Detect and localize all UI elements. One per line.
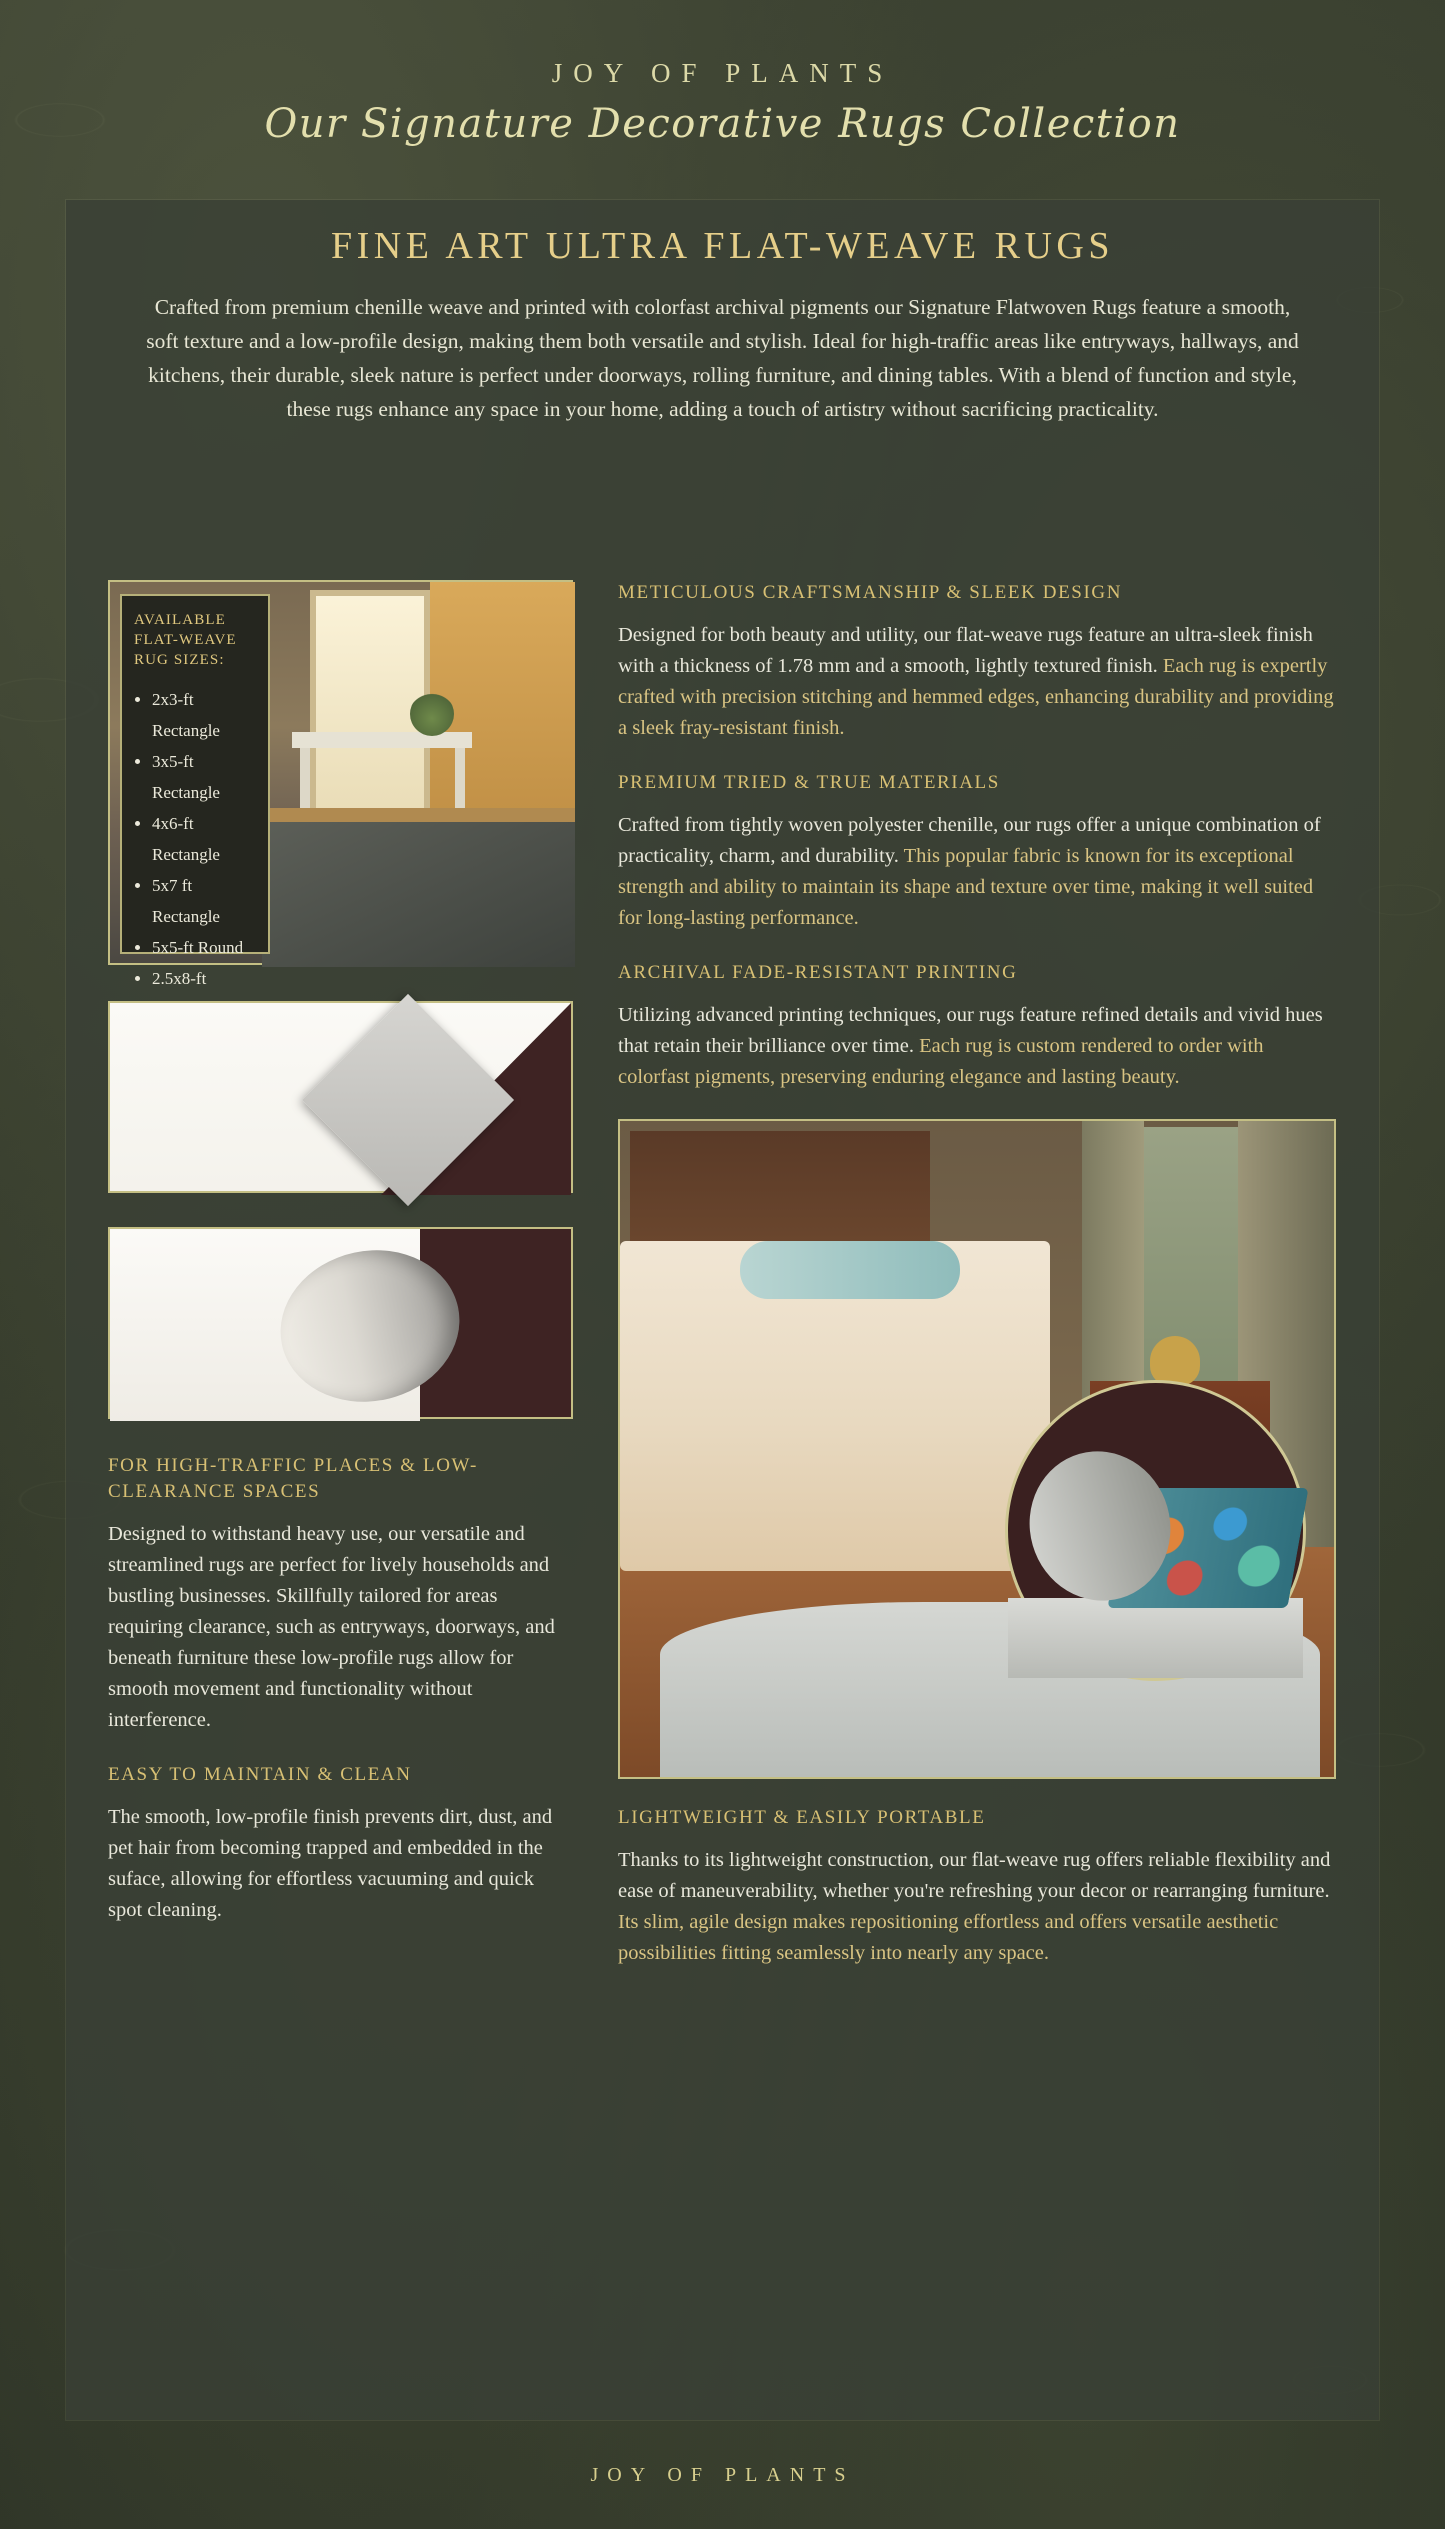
list-item: • 5x5-ft Round — [152, 932, 256, 963]
list-item: • 3x5-ft Rectangle — [152, 746, 256, 808]
section-craftsmanship — [618, 580, 1336, 744]
photo-plant — [410, 692, 454, 736]
body-text-plain: Thanks to its lightweight construction, our flat-weave rug offers reliable flexibility and ease of maneuverability, whether you're refreshing your decor or rearranging furniture. — [618, 1849, 1331, 1902]
collection-tagline: Our Signature Decorative Rugs Collection — [264, 101, 1181, 147]
section-printing — [618, 960, 1336, 1093]
rug-corner-detail-photo — [108, 1001, 573, 1193]
list-item: • 5x7 ft Rectangle — [152, 870, 256, 932]
photo-console-table — [292, 732, 472, 748]
section-body-portable — [618, 1845, 1336, 1969]
photo-runner-rug — [262, 822, 575, 967]
list-item: • 4x6-ft Rectangle — [152, 808, 256, 870]
brand-name: JOY OF PLANTS — [551, 58, 894, 88]
body-text-accent: Its slim, agile design makes repositioning effortless and offers versatile aesthetic possibilities fitting seamlessly into nearly any space. — [618, 1911, 1279, 1964]
intro-paragraph: Crafted from premium chenille weave and printed with colorfast archival pigments our Signature Flatwoven Rugs feature a smooth, soft texture and a low-profile design, making them both versatile and stylish. Ideal for high-traffic areas like entryways, hallways, and kitchens, their durable, sleek nature is perfect under doorways, rolling furniture, and dining tables. With a blend of function and style, these rugs enhance any space in your home, adding a touch of artistry without sacrificing practicality. — [146, 295, 1299, 421]
section-portable — [618, 1805, 1336, 1969]
inset-rug-pad — [1008, 1598, 1303, 1678]
photo-lamp — [1150, 1336, 1200, 1386]
available-sizes-card — [120, 594, 270, 988]
body-text-plain: Crafted from tightly woven polyester chenille, our rugs offer a unique combination of practicality, charm, and durability. — [618, 814, 1321, 867]
body-text-accent: This popular fabric is known for its exceptional strength and ability to maintain its shape and texture over time, making it well suited for long-lasting performance. — [618, 845, 1314, 929]
section-heading-maintain: EASY TO MAINTAIN & CLEAN — [108, 1764, 412, 1785]
photo-circular-inset-detail — [1005, 1380, 1306, 1681]
section-body-printing — [618, 1000, 1336, 1093]
left-column — [108, 580, 573, 1952]
section-body-craftsmanship — [618, 620, 1336, 744]
section-body-materials — [618, 810, 1336, 934]
masthead — [0, 58, 1445, 147]
section-heading-printing: ARCHIVAL FADE-RESISTANT PRINTING — [618, 962, 1018, 983]
right-column — [618, 580, 1336, 1995]
section-body-maintain: The smooth, low-profile finish prevents dirt, dust, and pet hair from becoming trapped and embedded in the suface, allowing for effortless vacuuming and quick spot cleaning. — [108, 1806, 553, 1921]
section-heading-portable: LIGHTWEIGHT & EASILY PORTABLE — [618, 1807, 986, 1828]
entryway-rug-photo — [108, 580, 573, 988]
footer-brand: JOY OF PLANTS — [590, 2464, 855, 2486]
left-lower-text — [108, 1453, 573, 1926]
section-heading-materials: PREMIUM TRIED & TRUE MATERIALS — [618, 772, 1000, 793]
page-title: FINE ART ULTRA FLAT-WEAVE RUGS — [330, 225, 1115, 267]
section-heading-craftsmanship: METICULOUS CRAFTSMANSHIP & SLEEK DESIGN — [618, 582, 1123, 603]
body-text-accent: Each rug is custom rendered to order with colorfast pigments, preserving enduring elegance and lasting beauty. — [618, 1035, 1264, 1088]
section-heading-high-traffic: FOR HIGH-TRAFFIC PLACES & LOW-CLEARANCE SPACES — [108, 1455, 478, 1502]
body-text-plain: Designed for both beauty and utility, our flat-weave rugs feature an ultra-sleek finish with a thickness of 1.78 mm and a smooth, lightly textured finish. — [618, 624, 1313, 677]
section-materials — [618, 770, 1336, 934]
bedroom-rug-photo — [618, 1119, 1336, 1779]
available-sizes-title: AVAILABLE FLAT-WEAVE RUG SIZES: — [134, 612, 237, 668]
rug-rolled-detail-photo — [108, 1227, 573, 1419]
available-sizes-list — [134, 684, 256, 1025]
body-text-plain: Utilizing advanced printing techniques, our rugs feature refined details and vivid hues that retain their brilliance over time. — [618, 1004, 1323, 1057]
section-body-high-traffic: Designed to withstand heavy use, our versatile and streamlined rugs are perfect for lively households and bustling businesses. Skillfully tailored for areas requiring clearance, such as entryways, doorways, and beneath furniture these low-profile rugs allow for smooth movement and functionality without interference. — [108, 1523, 555, 1731]
body-text-accent: Each rug is expertly crafted with precision stitching and hemmed edges, enhancing durability and providing a sleek fray-resistant finish. — [618, 655, 1334, 739]
photo-pillow — [740, 1241, 960, 1299]
list-item: • 2.5x8-ft — [152, 963, 256, 1025]
list-item: • 2x3-ft Rectangle — [152, 684, 256, 746]
